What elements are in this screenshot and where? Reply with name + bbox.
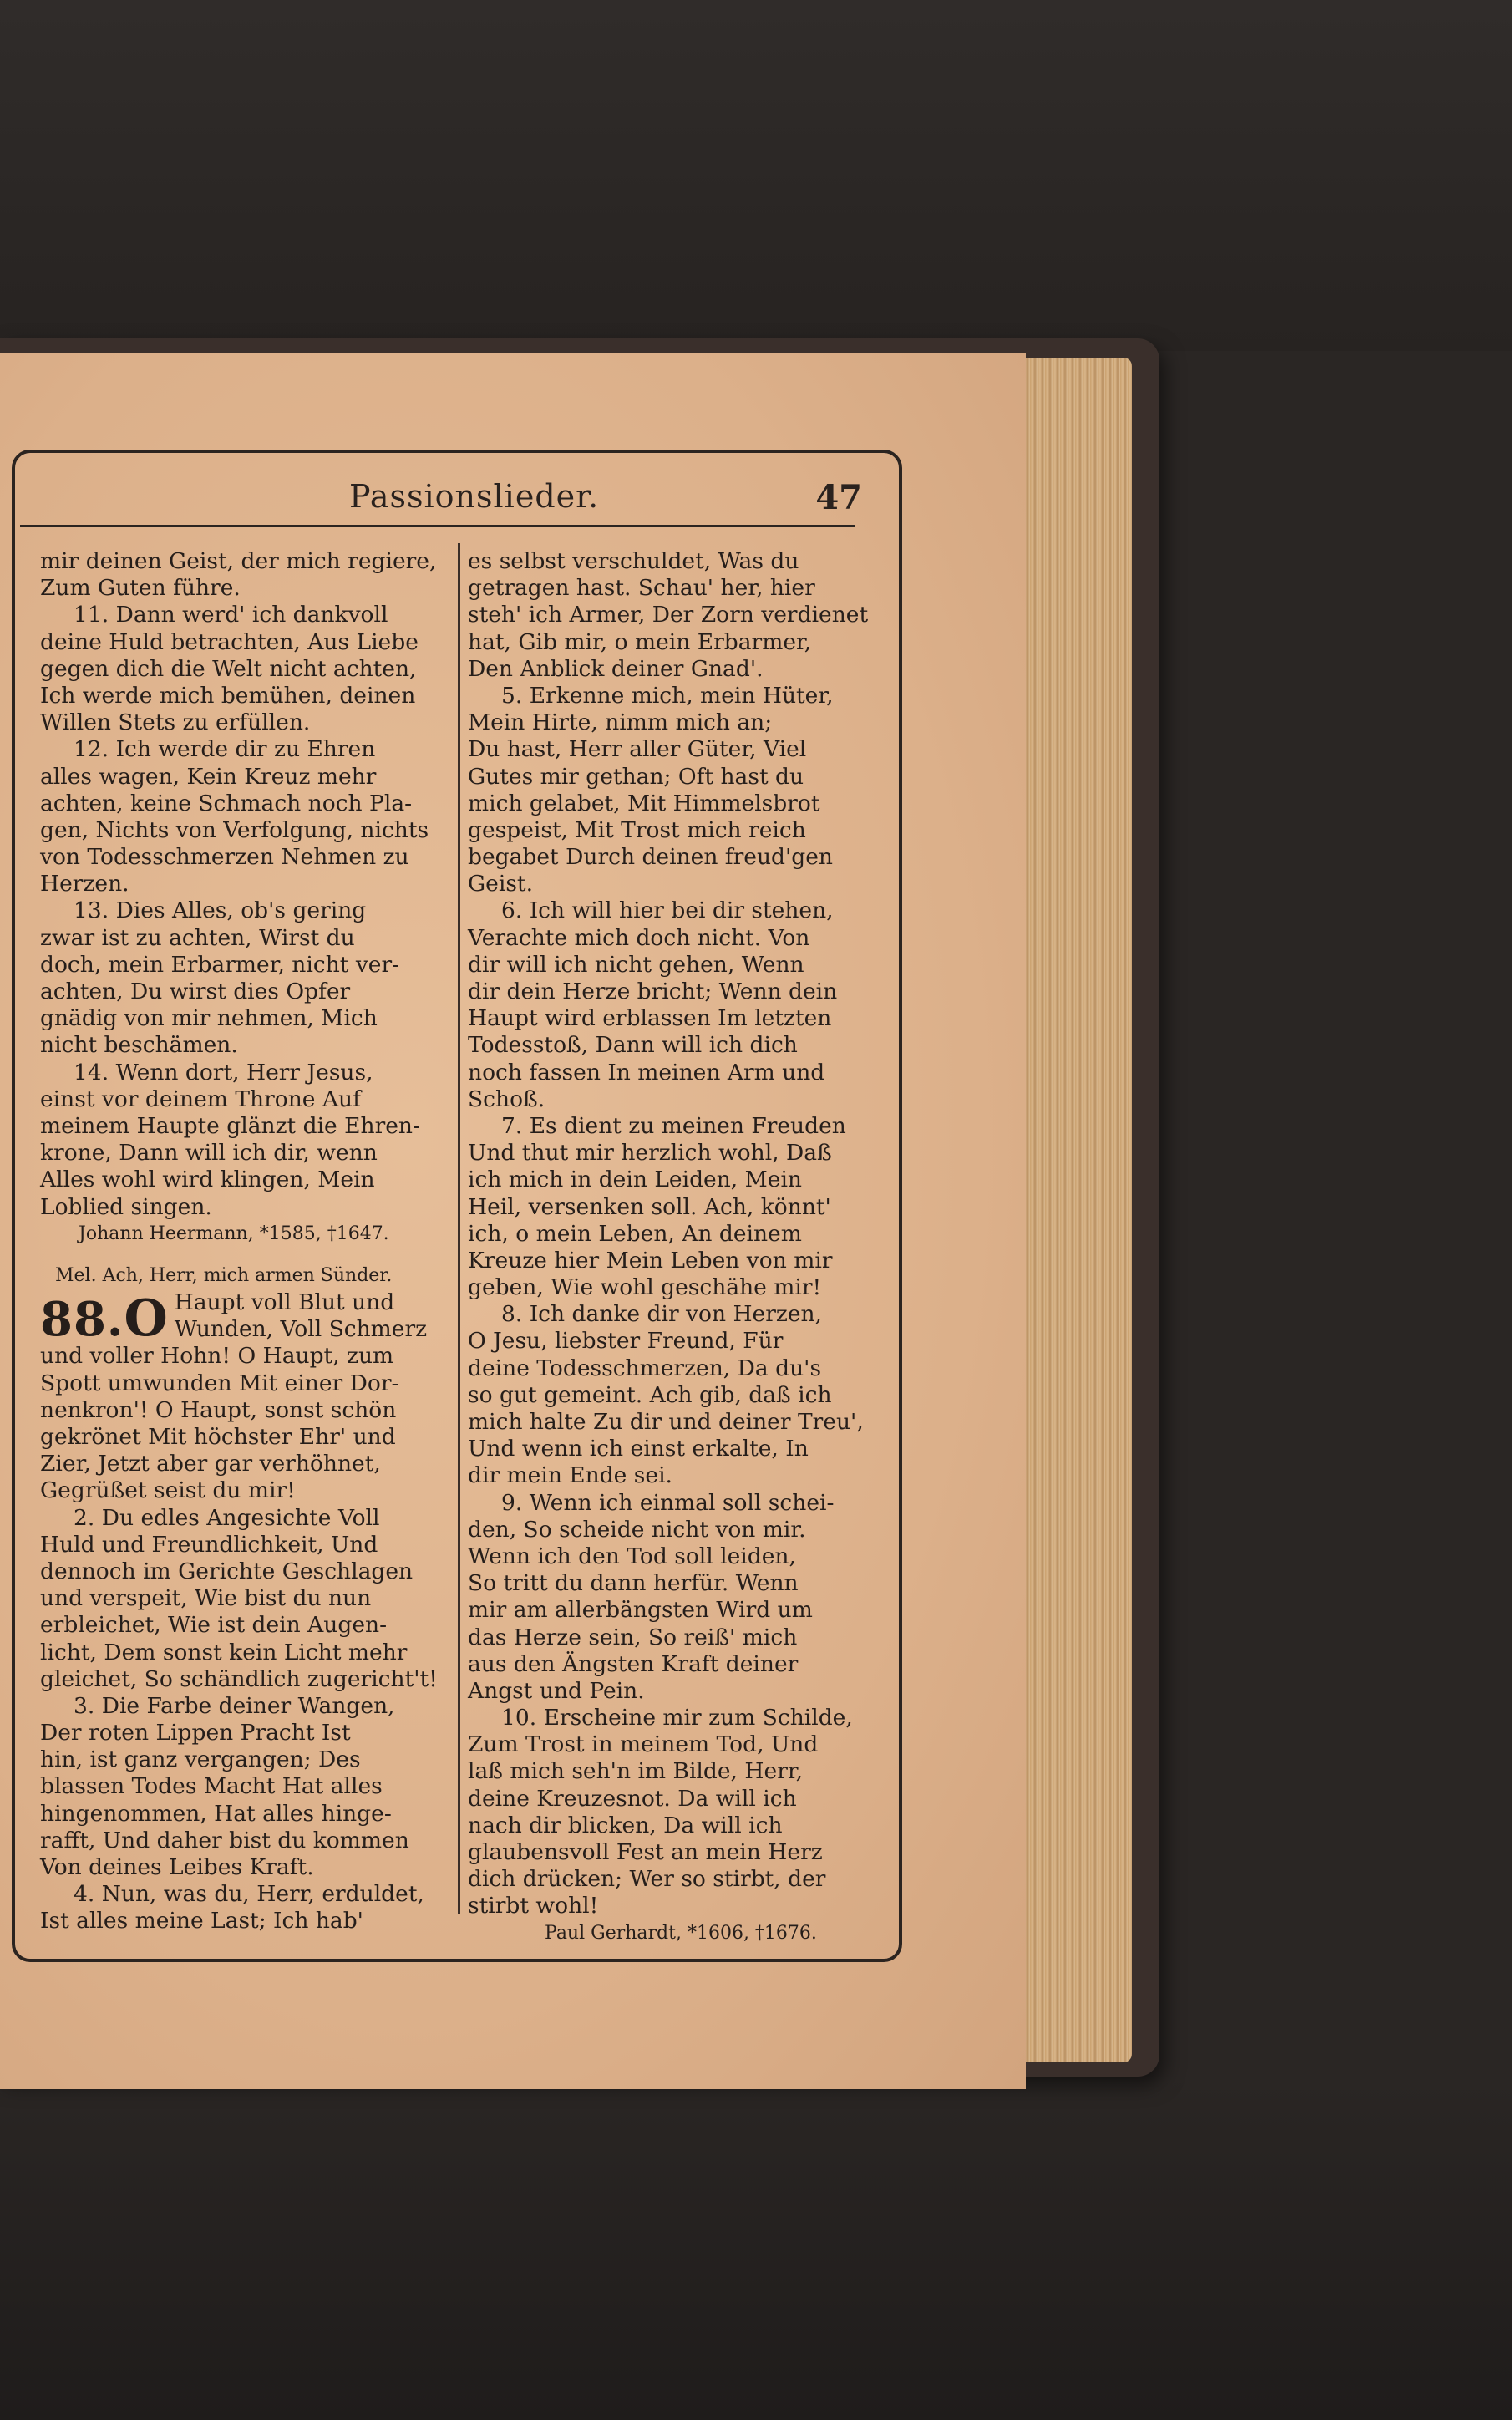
text-line: Zum Trost in meinem Tod, Und	[468, 1731, 819, 1758]
text-line: nicht beschämen.	[40, 1032, 238, 1059]
text-line: gespeist, Mit Trost mich reich	[468, 816, 806, 843]
text-line: gekrönet Mit höchster Ehr' und	[40, 1424, 396, 1451]
text-line: Ist alles meine Last; Ich hab'	[40, 1908, 363, 1934]
text-line: steh' ich Armer, Der Zorn verdienet	[468, 602, 869, 628]
text-line: und verspeit, Wie bist du nun	[40, 1585, 372, 1612]
text-line: mich gelabet, Mit Himmelsbrot	[468, 790, 820, 816]
column-divider	[458, 543, 460, 1914]
text-line: Gegrüßet seist du mir!	[40, 1477, 296, 1504]
text-line: Wenn ich den Tod soll leiden,	[468, 1543, 796, 1569]
text-line: Herzen.	[40, 871, 129, 897]
text-line: mich halte Zu dir und deiner Treu',	[468, 1409, 864, 1435]
header-rule	[20, 525, 855, 527]
right-column	[468, 548, 869, 1947]
text-line: 13. Dies Alles, ob's gering	[74, 897, 367, 924]
text-line: 9. Wenn ich einmal soll schei-	[501, 1489, 835, 1516]
text-line: getragen hast. Schau' her, hier	[468, 575, 815, 602]
text-line: Haupt wird erblassen Im letzten	[468, 1005, 832, 1032]
text-line: Ich werde mich bemühen, deinen	[40, 682, 416, 709]
text-line: licht, Dem sonst kein Licht mehr	[40, 1639, 408, 1665]
text-line: hin, ist ganz vergangen; Des	[40, 1746, 361, 1773]
page-number: 47	[815, 478, 862, 517]
author-attribution: Johann Heermann, *1585, †1647.	[79, 1223, 389, 1244]
text-line: Alles wohl wird klingen, Mein	[40, 1167, 375, 1193]
text-line: 8. Ich danke dir von Herzen,	[501, 1301, 823, 1328]
text-line: dir dein Herze bricht; Wenn dein	[468, 979, 838, 1004]
hymn-first-lines	[175, 1289, 427, 1343]
text-line: erbleichet, Wie ist dein Augen-	[40, 1612, 388, 1639]
running-head: Passionslieder.	[349, 478, 600, 515]
text-line: aus den Ängsten Kraft deiner	[468, 1650, 799, 1677]
text-line: einst vor deinem Throne Auf	[40, 1085, 361, 1112]
text-line: zwar ist zu achten, Wirst du	[40, 924, 355, 951]
text-line: begabet Durch deinen freud'gen	[468, 844, 833, 871]
text-line: 4. Nun, was du, Herr, erduldet,	[74, 1881, 424, 1908]
text-line: Mein Hirte, nimm mich an;	[468, 709, 773, 736]
text-line: nenkron'! O Haupt, sonst schön	[40, 1396, 397, 1423]
text-line: Zum Guten führe.	[40, 575, 241, 602]
left-column-verses	[40, 548, 448, 1221]
text-line: So tritt du dann herfür. Wenn	[468, 1570, 799, 1597]
text-line: Kreuze hier Mein Leben von mir	[468, 1247, 833, 1274]
text-line: 2. Du edles Angesichte Voll	[74, 1504, 380, 1531]
text-line: Verachte mich doch nicht. Von	[468, 924, 810, 951]
text-line: 5. Erkenne mich, mein Hüter,	[501, 682, 834, 709]
hymn-verses	[40, 1343, 448, 1934]
page-edges	[1015, 358, 1132, 2062]
text-line: noch fassen In meinen Arm und	[468, 1059, 825, 1085]
text-line: gen, Nichts von Verfolgung, nichts	[40, 816, 429, 843]
text-line: dir mein Ende sei.	[468, 1462, 672, 1489]
text-line: deine Huld betrachten, Aus Liebe	[40, 628, 419, 655]
left-column	[40, 548, 448, 1935]
text-line: stirbt wohl!	[468, 1893, 599, 1919]
text-line: gnädig von mir nehmen, Mich	[40, 1005, 378, 1032]
text-line: Den Anblick deiner Gnad'.	[468, 655, 764, 682]
text-line: Gutes mir gethan; Oft hast du	[468, 763, 804, 790]
text-line: mir deinen Geist, der mich regiere,	[40, 548, 437, 574]
text-line: doch, mein Erbarmer, nicht ver-	[40, 951, 400, 978]
text-line: Geist.	[468, 871, 533, 897]
melody-line: Mel. Ach, Herr, mich armen Sünder.	[55, 1264, 393, 1286]
text-line: meinem Haupte glänzt die Ehren-	[40, 1112, 420, 1139]
text-line: Spott umwunden Mit einer Dor-	[40, 1370, 399, 1396]
text-line: dich drücken; Wer so stirbt, der	[468, 1866, 826, 1893]
text-line: ich, o mein Leben, An deinem	[468, 1220, 802, 1247]
text-line: Willen Stets zu erfüllen.	[40, 709, 311, 736]
hymn-initial: O	[124, 1289, 168, 1349]
right-column-verses	[468, 548, 869, 1920]
text-line: alles wagen, Kein Kreuz mehr	[40, 763, 377, 790]
text-line: mir am allerbängsten Wird um	[468, 1597, 813, 1624]
text-line: Huld und Freundlichkeit, Und	[40, 1531, 378, 1558]
text-line: das Herze sein, So reiß' mich	[468, 1624, 798, 1650]
text-line: 12. Ich werde dir zu Ehren	[74, 736, 376, 763]
text-line: dennoch im Gerichte Geschlagen	[40, 1558, 414, 1584]
text-line: Loblied singen.	[40, 1193, 212, 1220]
text-line: nach dir blicken, Da will ich	[468, 1812, 783, 1838]
text-line: es selbst verschuldet, Was du	[468, 548, 799, 574]
text-line: deine Kreuzesnot. Da will ich	[468, 1785, 797, 1812]
text-line: dir will ich nicht gehen, Wenn	[468, 951, 804, 978]
text-line: 6. Ich will hier bei dir stehen,	[501, 897, 834, 924]
text-line: deine Todesschmerzen, Da du's	[468, 1355, 822, 1381]
text-line: und voller Hohn! O Haupt, zum	[40, 1343, 394, 1370]
text-line: Wunden, Voll Schmerz	[174, 1316, 428, 1343]
text-line: 10. Erscheine mir zum Schilde,	[501, 1705, 853, 1731]
text-line: 7. Es dient zu meinen Freuden	[501, 1112, 846, 1139]
background-bottom	[0, 2072, 1512, 2420]
text-line: 3. Die Farbe deiner Wangen,	[74, 1692, 395, 1719]
text-line: O Jesu, liebster Freund, Für	[468, 1328, 784, 1355]
text-line: Der roten Lippen Pracht Ist	[40, 1720, 351, 1746]
text-line: Heil, versenken soll. Ach, könnt'	[468, 1193, 831, 1220]
text-line: Und thut mir herzlich wohl, Daß	[468, 1140, 832, 1167]
background-top	[0, 0, 1512, 351]
text-line: glaubensvoll Fest an mein Herz	[468, 1839, 823, 1865]
text-line: gegen dich die Welt nicht achten,	[40, 655, 417, 682]
text-line: ich mich in dein Leiden, Mein	[468, 1167, 802, 1193]
text-line: Und wenn ich einst erkalte, In	[468, 1436, 809, 1462]
text-line: Du hast, Herr aller Güter, Viel	[468, 736, 807, 763]
text-line: 14. Wenn dort, Herr Jesus,	[74, 1059, 373, 1085]
hymn-heading	[40, 1289, 448, 1349]
text-line: hingenommen, Hat alles hinge-	[40, 1800, 392, 1827]
text-line: Angst und Pein.	[468, 1677, 645, 1704]
text-line: den, So scheide nicht von mir.	[468, 1516, 806, 1543]
hymn-number: 88.	[40, 1292, 124, 1348]
text-line: achten, keine Schmach noch Pla-	[40, 790, 413, 816]
text-line: rafft, Und daher bist du kommen	[40, 1827, 409, 1853]
page-header	[25, 478, 860, 525]
text-line: blassen Todes Macht Hat alles	[40, 1773, 383, 1800]
text-line: Von deines Leibes Kraft.	[40, 1854, 314, 1881]
text-line: Zier, Jetzt aber gar verhöhnet,	[40, 1451, 381, 1477]
text-line: krone, Dann will ich dir, wenn	[40, 1140, 378, 1167]
text-line: so gut gemeint. Ach gib, daß ich	[468, 1381, 832, 1408]
text-line: laß mich seh'n im Bilde, Herr,	[468, 1758, 804, 1785]
text-line: hat, Gib mir, o mein Erbarmer,	[468, 628, 812, 655]
text-line: gleichet, So schändlich zugericht't!	[40, 1665, 438, 1692]
text-line: von Todesschmerzen Nehmen zu	[40, 844, 409, 871]
text-line: geben, Wie wohl geschähe mir!	[468, 1274, 822, 1301]
text-line: Todesstoß, Dann will ich dich	[468, 1032, 798, 1059]
author-attribution-right: Paul Gerhardt, *1606, †1676.	[545, 1922, 817, 1944]
text-line: Haupt voll Blut und	[174, 1289, 395, 1316]
text-line: achten, Du wirst dies Opfer	[40, 979, 351, 1004]
text-line: 11. Dann werd' ich dankvoll	[74, 602, 388, 628]
text-line: Schoß.	[468, 1085, 545, 1112]
